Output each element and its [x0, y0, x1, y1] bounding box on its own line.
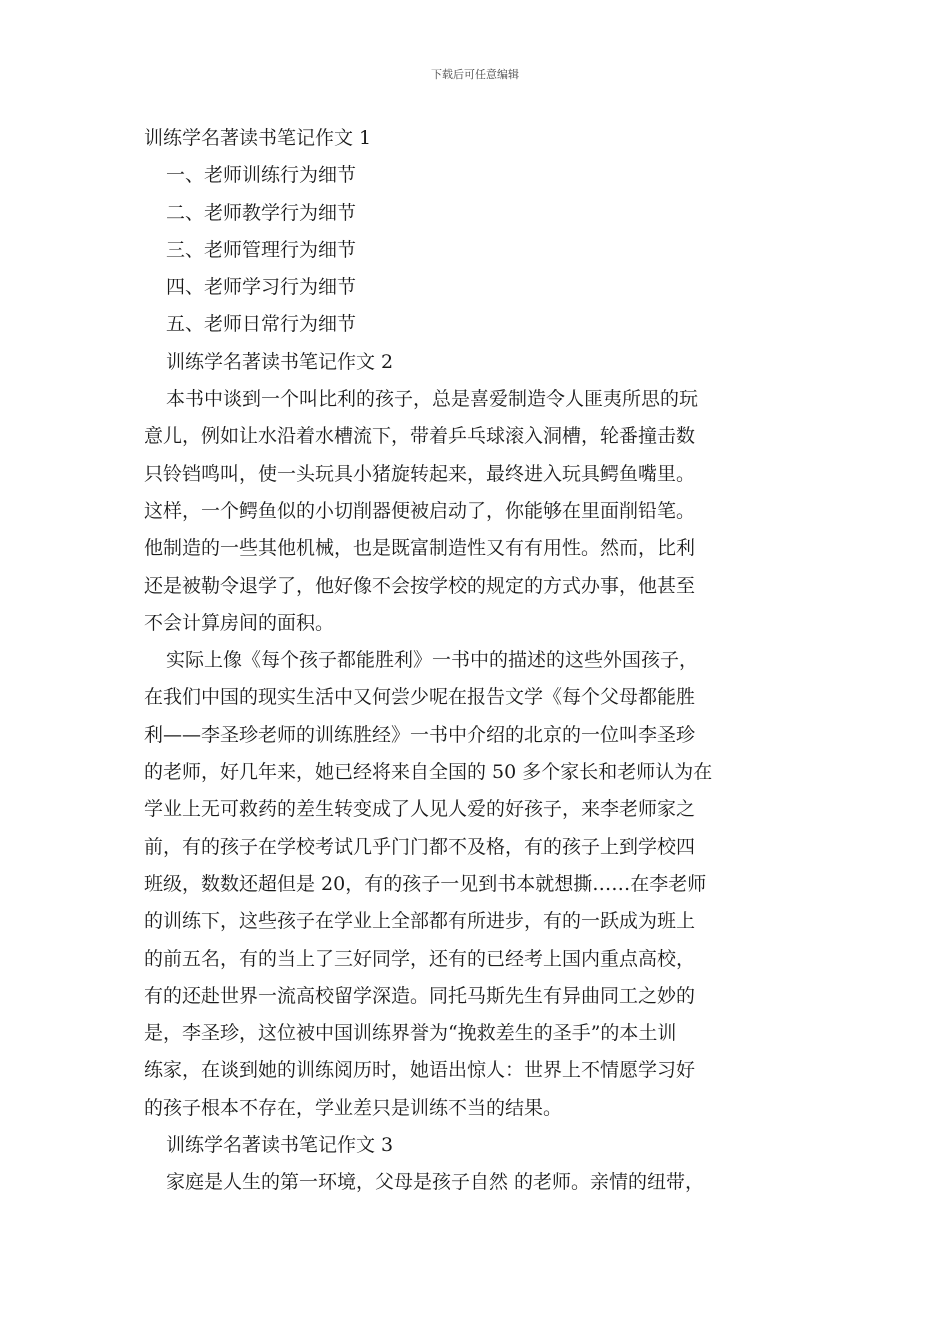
paragraph-line: 不会计算房间的面积。 — [144, 611, 335, 634]
essay-title-1: 训练学名著读书笔记作文 1 — [144, 127, 372, 149]
paragraph-line: 前，有的孩子在学校考试几乎门门都不及格，有的孩子上到学校四 — [144, 835, 696, 858]
paragraph-line: 意儿，例如让水沿着水槽流下，带着乒乓球滚入洞槽，轮番撞击数 — [144, 425, 696, 448]
paragraph-line: 家庭是人生的第一环境，父母是孩子自然 的老师。亲情的纽带， — [166, 1171, 705, 1194]
paragraph-line: 利——李圣珍老师的训练胜经》一书中介绍的北京的一位叫李圣珍 — [144, 723, 696, 746]
paragraph-line: 是，李圣珍，这位被中国训练界誉为“挽救差生的圣手”的本土训 — [144, 1022, 677, 1045]
paragraph-line: 在我们中国的现实生活中又何尝少呢在报告文学《每个父母都能胜 — [144, 686, 696, 709]
paragraph-line: 班级，数数还超但是 20，有的孩子一见到书本就想撕……在李老师 — [144, 872, 707, 895]
paragraph-billy — [144, 381, 814, 642]
paragraph-li-shengzhen — [144, 642, 814, 1127]
paragraph-line: 实际上像《每个孩子都能胜利》一书中的描述的这些外国孩子， — [166, 649, 699, 672]
paragraph-line: 的老师，好几年来，她已经将来自全国的 50 多个家长和老师认为在 — [144, 761, 713, 784]
paragraph-line: 练家，在谈到她的训练阅历时，她语出惊人：世界上不情愿学习好 — [144, 1059, 696, 1082]
outline-item: 一、老师训练行为细节 — [166, 164, 357, 187]
page-header-note: 下载后可任意编辑 — [431, 68, 519, 81]
paragraph-line: 还是被勒令退学了，他好像不会按学校的规定的方式办事，他甚至 — [144, 574, 696, 597]
paragraph-line: 这样，一个鳄鱼似的小切削器便被启动了，你能够在里面削铅笔。 — [144, 499, 696, 522]
paragraph-line: 学业上无可救药的差生转变成了人见人爱的好孩子，来李老师家之 — [144, 798, 696, 821]
essay-title-3: 训练学名著读书笔记作文 3 — [166, 1134, 394, 1157]
paragraph-line: 的前五名，有的当上了三好同学，还有的已经考上国内重点高校， — [144, 947, 696, 970]
paragraph-line: 的训练下，这些孩子在学业上全部都有所进步，有的一跃成为班上 — [144, 910, 696, 933]
paragraph-line: 有的还赴世界一流高校留学深造。同托马斯先生有异曲同工之妙的 — [144, 984, 696, 1007]
outline-item: 二、老师教学行为细节 — [166, 201, 357, 224]
paragraph-line: 他制造的一些其他机械，也是既富制造性又有有用性。然而，比利 — [144, 537, 696, 560]
outline-item: 三、老师管理行为细节 — [166, 238, 357, 261]
paragraph-line: 本书中谈到一个叫比利的孩子，总是喜爱制造令人匪夷所思的玩 — [166, 388, 699, 411]
outline-item: 五、老师日常行为细节 — [166, 313, 357, 336]
paragraph-line: 只铃铛鸣叫，使一头玩具小猪旋转起来，最终进入玩具鳄鱼嘴里。 — [144, 462, 696, 485]
document-body — [144, 120, 814, 1202]
outline-item: 四、老师学习行为细节 — [166, 276, 357, 299]
paragraph-family — [144, 1164, 814, 1201]
paragraph-line: 的孩子根本不存在，学业差只是训练不当的结果。 — [144, 1096, 563, 1119]
essay-title-2: 训练学名著读书笔记作文 2 — [166, 350, 394, 373]
